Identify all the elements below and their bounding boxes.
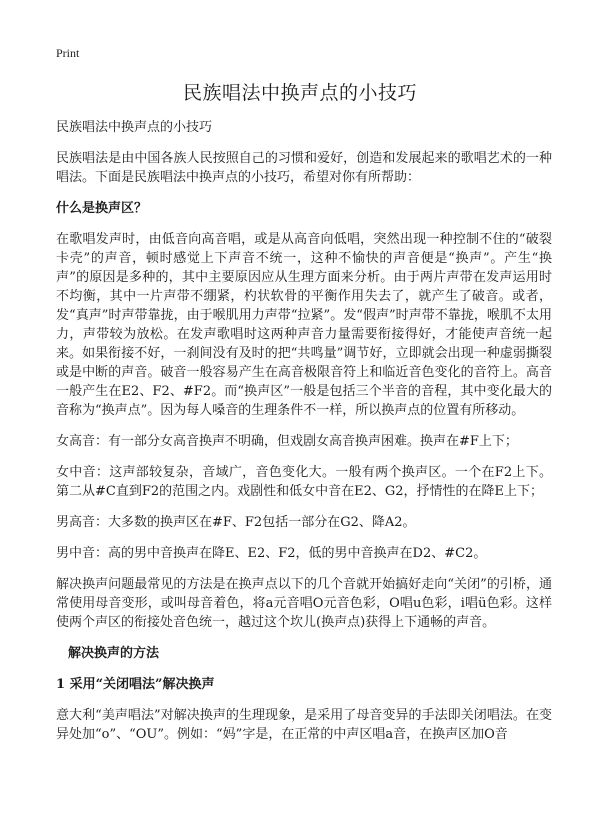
voice-female-high: 女高音：有一部分女高音换声不明确，但戏剧女高音换声困难。换声在#F上下；	[56, 434, 518, 449]
section-heading-methods: 解决换声的方法	[68, 646, 160, 661]
page-title: 民族唱法中换声点的小技巧	[182, 82, 417, 104]
article-body	[56, 118, 552, 756]
subtitle: 民族唱法中换声点的小技巧	[56, 120, 213, 135]
voice-male-high: 男高音：大多数的换声区在#F、F2包括一部分在G2、降A2。	[56, 515, 416, 530]
voice-male-mid: 男中音：高的男中音换声在降E、E2、F2，低的男中音换声在D2、#C2。	[56, 546, 487, 561]
closed-singing-paragraph: 意大利“美声唱法”对解决换声的生理现象，是采用了母音变异的手法即关闭唱法。在变异处加“o”、“OU”。例如：“妈”字是，在正常的中声区唱a音，在换声区加O音	[56, 708, 552, 742]
section-heading-closed-singing: 1 采用“关闭唱法”解决换声	[56, 677, 215, 692]
section-paragraph: 在歌唱发声时，由低音向高音唱，或是从高音向低唱，突然出现一种控制不住的“破裂卡壳”的声音，顿时感觉上下声音不统一，这种不愉快的声音便是“换声”。产生“换声”的原因是多种的，其中主要原因应从生理方面来分析。由于两片声带在发声运用时不均衡，其中一片声带不绷紧，杓状软骨的平衡作用失去了，就产生了破音。或者，发“真声”时声带靠拢，由于喉肌用力声带“拉紧”。发“假声”时声带不靠拢，喉肌不太用力，声带较为放松。在发声歌唱时这两种声音力量需要衔接得好，才能使声音统一起来。如果衔接不好，一刹间没有及时的把“共鸣量”调节好，立即就会出现一种虚弱撕裂或是中断的声音。破音一般容易产生在高音极限音符上和临近音色变化的音符上。高音一般产生在E2、F2、#F2。而“换声区”一般是包括三个半音的音程，其中变化最大的音称为“换声点”。因为每人嗓音的生理条件不一样，所以换声点的位置有所移动。	[56, 232, 552, 418]
section-heading-what-is: 什么是换声区？	[56, 201, 148, 216]
print-label: Print	[56, 46, 80, 60]
voice-female-mid: 女中音：这声部较复杂，音域广，音色变化大。一般有两个换声区。一个在F2上下。第二从#C直到F2的范围之内。戏剧性和低女中音在E2、G2，抒情性的在降E上下；	[56, 465, 552, 499]
solution-paragraph: 解决换声问题最常见的方法是在换声点以下的几个音就开始搞好走向“关闭”的引桥，通常使用母音变形，或叫母音着色，将a元音唱O元音色彩，O唱u色彩，i唱ü色彩。这样使两个声区的衔接处音色统一，越过这个坎儿(换声点)获得上下通畅的声音。	[56, 577, 552, 630]
intro-paragraph: 民族唱法是由中国各族人民按照自己的习惯和爱好，创造和发展起来的歌唱艺术的一种唱法。下面是民族唱法中换声点的小技巧，希望对你有所帮助：	[56, 151, 552, 185]
